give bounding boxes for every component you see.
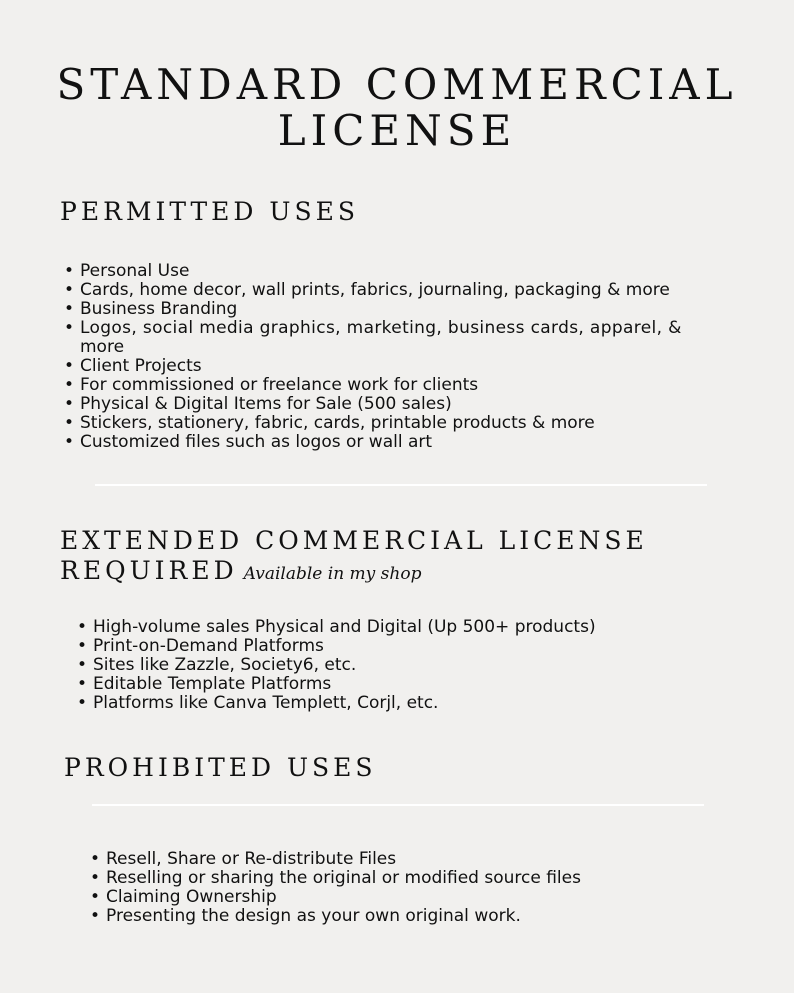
list-item: • Claiming Ownership [88, 888, 581, 907]
list-item: • Physical & Digital Items for Sale (500 sales) [62, 395, 682, 414]
prohibited-uses-list [88, 850, 581, 926]
permitted-uses-list [62, 262, 682, 452]
extended-license-heading [60, 526, 648, 589]
list-item: • Sites like Zazzle, Society6, etc. [75, 656, 596, 675]
list-item: • Cards, home decor, wall prints, fabrics, journaling, packaging & more [62, 281, 682, 300]
list-item: • Business Branding [62, 300, 682, 319]
list-item-continued: more [80, 337, 125, 357]
list-item: • High-volume sales Physical and Digital (Up 500+ products) [75, 618, 596, 637]
title-line-2: LICENSE [277, 106, 517, 155]
shop-note: Available in my shop [243, 564, 422, 584]
extended-heading-line-2: REQUIRED [60, 556, 238, 585]
list-item: • Customized files such as logos or wall art [62, 433, 682, 452]
divider [95, 484, 707, 486]
list-item: • Editable Template Platforms [75, 675, 596, 694]
list-item: • Reselling or sharing the original or modified source files [88, 869, 581, 888]
list-item: • For commissioned or freelance work for clients [62, 376, 682, 395]
permitted-uses-heading: PERMITTED USES [60, 197, 359, 226]
list-item: • Platforms like Canva Templett, Corjl, etc. [75, 694, 596, 713]
extended-heading-line-1: EXTENDED COMMERCIAL LICENSE [60, 526, 648, 555]
divider [92, 804, 704, 806]
prohibited-uses-heading: PROHIBITED USES [64, 753, 377, 782]
page-title [0, 62, 794, 154]
list-item: • Resell, Share or Re-distribute Files [88, 850, 581, 869]
list-item: • Print-on-Demand Platforms [75, 637, 596, 656]
list-item: • Presenting the design as your own original work. [88, 907, 581, 926]
list-item: • Client Projects [62, 357, 682, 376]
extended-license-list [75, 618, 596, 713]
title-line-1: STANDARD COMMERCIAL [56, 60, 738, 109]
list-item: • Stickers, stationery, fabric, cards, printable products & more [62, 414, 682, 433]
list-item: • Personal Use [62, 262, 682, 281]
list-item: • Logos, social media graphics, marketing, business cards, apparel, & [62, 319, 682, 338]
